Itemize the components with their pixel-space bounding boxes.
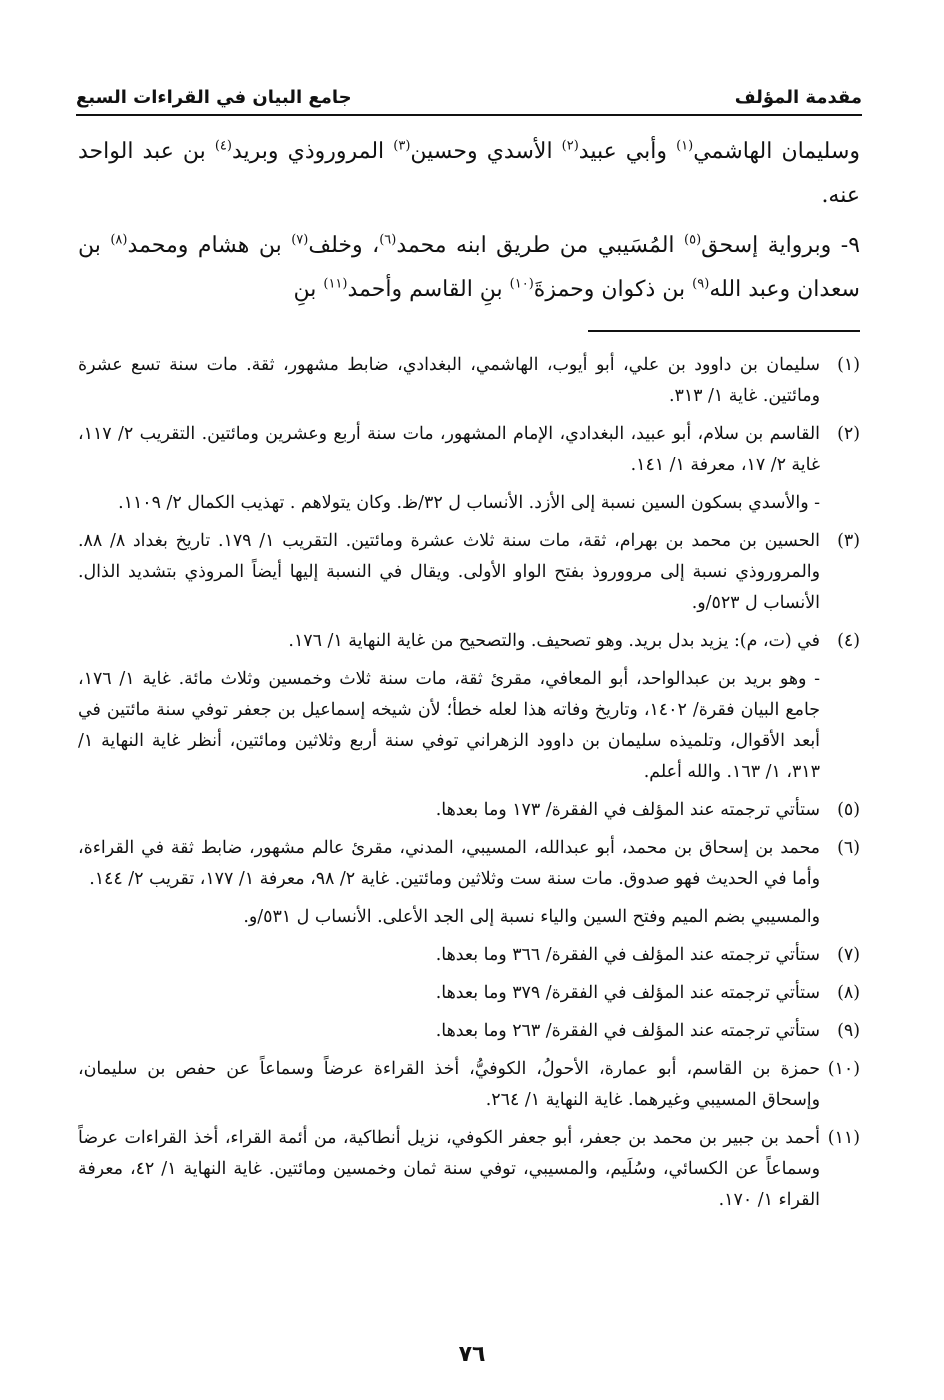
- footnote-marker: (٦): [379, 232, 397, 248]
- footnote: [78, 978, 860, 1009]
- footnote: [78, 526, 860, 619]
- footnote-text: في (ت، م): يزيد بدل بريد. وهو تصحيف. والتصحيح من غاية النهاية ١/ ١٧٦.: [288, 631, 820, 651]
- footnote-marker: (١٠): [509, 276, 534, 292]
- footnote-number: (١١): [827, 1128, 860, 1148]
- text-segment: ، وخلف: [308, 233, 380, 258]
- footnote: [78, 1054, 860, 1116]
- page-number: ٧٦: [458, 1342, 486, 1367]
- text-segment: بن هشام ومحمد: [127, 233, 292, 258]
- footnote-number: (٢): [837, 424, 860, 444]
- footnote-number: (٣): [837, 531, 860, 551]
- footnote-marker: (٩): [692, 276, 710, 292]
- main-text: [78, 130, 860, 318]
- footnote-marker: (٤): [214, 138, 232, 154]
- footnote-continuation: - وهو بريد بن عبدالواحد، أبو المعافي، مقرئ ثقة، مات سنة ثلاث وخمسين وثلاث مائة. غاية ١/ ١٧٦، جامع البيان فقرة/ ١٤٠٢، وتاريخ وفاته هذا لعله خطأ؛ لأن شيخه إسماعيل بن جعفر توفي سنة مائتين في أبعد الأقوال، وتلميذه سليمان بن داوود الزهراني توفي سنة أربع وثلاثين ومائتين، أنظر غاية النهاية ١/ ٣١٣، ١/ ١٦٣. والله أعلم.: [78, 669, 820, 782]
- footnote: [78, 350, 860, 412]
- main-paragraph-2: [78, 224, 860, 312]
- footnote-text: ستأتي ترجمته عند المؤلف في الفقرة/ ٢٦٣ وما بعدها.: [435, 1021, 820, 1041]
- footnote-marker: (١١): [323, 276, 348, 292]
- text-segment: الأسدي وحسين: [410, 139, 562, 164]
- book-title: جامع البيان في القراءات السبع: [76, 87, 352, 108]
- text-segment: بنِ: [293, 277, 324, 302]
- footnote-number: (١): [837, 355, 860, 375]
- footnote-text: الحسين بن محمد بن بهرام، ثقة، مات سنة ثلاث عشرة ومائتين. التقريب ١/ ١٧٩. تاريخ بغداد ٨/ ٨٨. والمروروذي نسبة إلى مرووروذ بفتح الواو الأولى. ويقال في النسبة إليها أيضاً المروذي بتشديد الذال. الأنساب ل ٥٢٣/و.: [78, 531, 820, 613]
- footnote: [78, 795, 860, 826]
- text-segment: وسليمان الهاشمي: [693, 139, 860, 164]
- footnote-number: (٨): [837, 983, 860, 1003]
- text-segment: ٩- وبرواية إسحق: [701, 233, 861, 258]
- main-paragraph-1: [78, 130, 860, 218]
- footnote-number: (٤): [837, 631, 860, 651]
- text-segment: بن ذكوان وحمزةَ: [533, 277, 693, 302]
- footnote: [78, 1123, 860, 1216]
- running-header: [76, 78, 862, 108]
- footnote-text: أحمد بن جبير بن محمد بن جعفر، أبو جعفر الكوفي، نزيل أنطاكية، من أئمة القراء، أخذ القراءات عرضاً وسماعاً عن الكسائي، وسُلَيم، والمسيبي، توفي سنة ثمان وخمسين ومائتين. غاية النهاية ١/ ٤٢، معرفة القراء ١/ ١٧٠.: [78, 1128, 821, 1210]
- footnote: [78, 940, 860, 971]
- text-segment: وأبي عبيد: [578, 139, 677, 164]
- footnote-marker: (٢): [561, 138, 579, 154]
- header-rule: [76, 114, 862, 116]
- footnote-number: (٩): [837, 1021, 860, 1041]
- footnote-marker: (١): [676, 138, 694, 154]
- text-segment: بن عبد الواحد عنه.: [78, 139, 860, 208]
- footnote-text: ستأتي ترجمته عند المؤلف في الفقرة/ ٣٦٦ وما بعدها.: [435, 945, 820, 965]
- footnote: [78, 833, 860, 895]
- footnote-text: حمزة بن القاسم، أبو عمارة، الأحولُ، الكوفيُّ، أخذ القراءة عرضاً وسماعاً عن حفص بن سليمان، وإسحاق المسيبي وغيرهما. غاية النهاية ١/ ٢٦٤.: [78, 1059, 820, 1110]
- footnote-continuation: والمسيبي بضم الميم وفتح السين والياء نسبة إلى الجد الأعلى. الأنساب ل ٥٣١/و.: [243, 907, 820, 927]
- footnote: [78, 1016, 860, 1047]
- text-segment: المُسَيبي من طريق ابنه محمد: [396, 233, 685, 258]
- footnote-marker: (٨): [110, 232, 128, 248]
- section-title: مقدمة المؤلف: [734, 87, 862, 108]
- footnote-text: ستأتي ترجمته عند المؤلف في الفقرة/ ١٧٣ وما بعدها.: [435, 800, 820, 820]
- footnote-marker: (٧): [291, 232, 309, 248]
- footnote-marker: (٣): [393, 138, 411, 154]
- footnote-separator: [588, 330, 860, 332]
- footnote-number: (١٠): [827, 1059, 860, 1079]
- footnote-text: ستأتي ترجمته عند المؤلف في الفقرة/ ٣٧٩ وما بعدها.: [435, 983, 820, 1003]
- text-segment: بن سعدان وعبد الله: [78, 233, 860, 302]
- footnote-number: (٦): [837, 838, 860, 858]
- text-segment: المروروذي وبريد: [231, 139, 394, 164]
- footnote: [78, 419, 860, 481]
- footnote: [78, 626, 860, 657]
- footnote-continuation: - والأسدي بسكون السين نسبة إلى الأزد. الأنساب ل ٣٢/ظ. وكان يتولاهم . تهذيب الكمال ٢/ ١١٠٩.: [118, 493, 820, 513]
- footnote-marker: (٥): [684, 232, 702, 248]
- footnote-text: القاسم بن سلام، أبو عبيد، البغدادي، الإمام المشهور، مات سنة أربع وعشرين ومائتين. التقريب ٢/ ١١٧، غاية ٢/ ١٧، معرفة ١/ ١٤١.: [78, 424, 820, 475]
- text-segment: بنِ القاسم وأحمد: [347, 277, 510, 302]
- footnote-text: سليمان بن داوود بن علي، أبو أيوب، الهاشمي، البغدادي، ضابط مشهور، ثقة. مات سنة تسع عشرة ومائتين. غاية ١/ ٣١٣.: [78, 355, 820, 406]
- footnote-text: محمد بن إسحاق بن محمد، أبو عبدالله، المسيبي، المدني، مقرئ عالم مشهور، ضابط ثقة في القراءة، وأما في الحديث فهو صدوق. مات سنة ست وثلاثين ومائتين. غاية ٢/ ٩٨، معرفة ١/ ١٧٧، تقريب ٢/ ١٤٤.: [78, 838, 820, 889]
- footnote-number: (٥): [837, 800, 860, 820]
- footnote-number: (٧): [837, 945, 860, 965]
- footnotes: [78, 350, 860, 1223]
